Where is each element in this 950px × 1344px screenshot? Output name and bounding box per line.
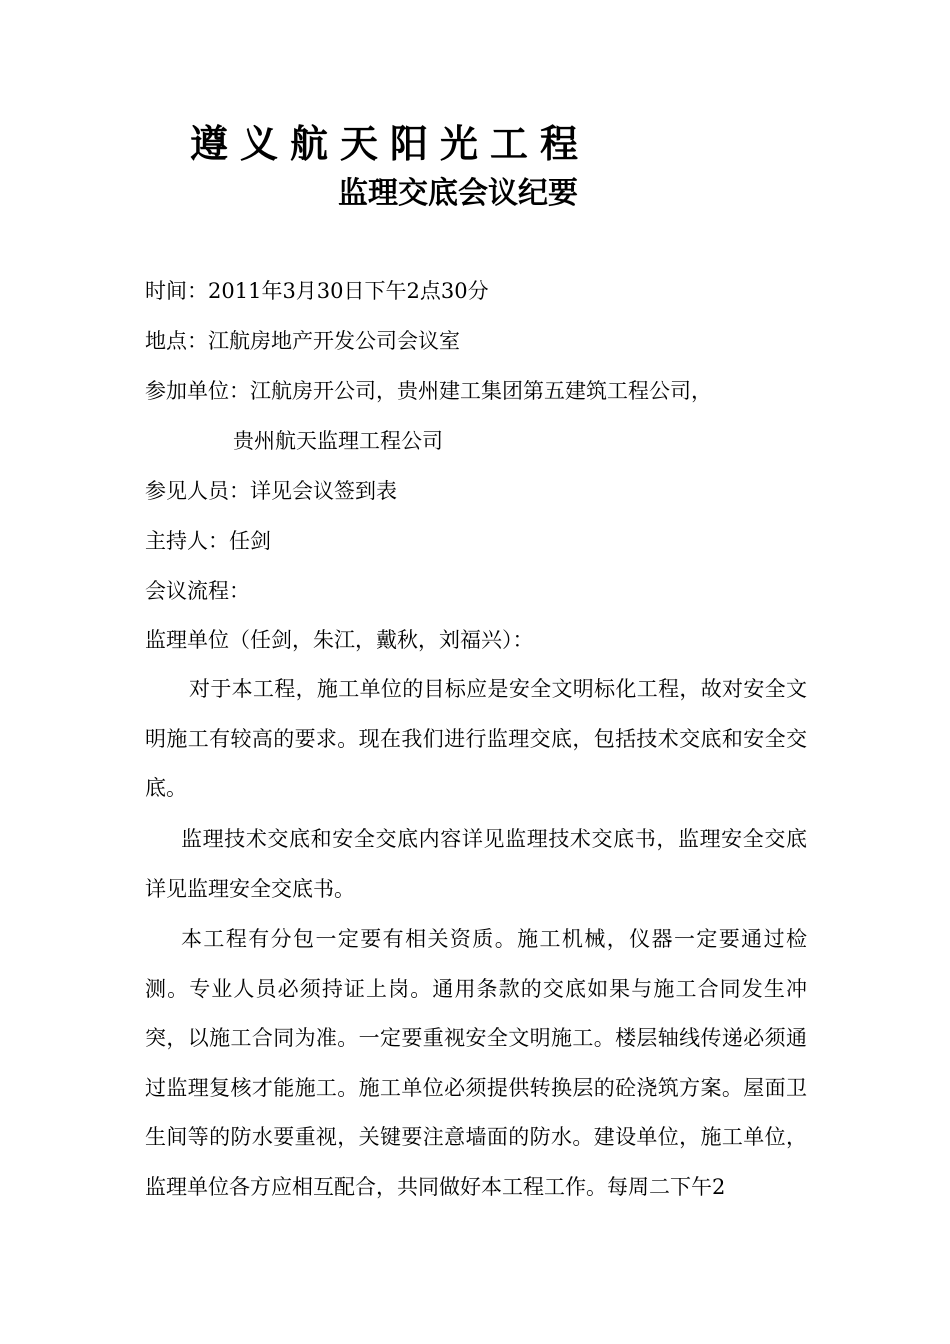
document-subtitle: 监理交底会议纪要 [338,176,578,211]
meeting-place: 地点：江航房地产开发公司会议室 [145,329,460,353]
attendees: 参见人员：详见会议签到表 [145,479,397,503]
paragraph-disclosure-docs: 监理技术交底和安全交底内容详见监理技术交底书，监理安全交底详见监理安全交底书。 [145,827,807,901]
meeting-time: 时间：2011年3月30日下午2点30分 [145,279,489,303]
participating-units: 参加单位：江航房开公司，贵州建工集团第五建筑工程公司， [145,379,712,403]
meeting-process-heading: 会议流程： [145,579,250,603]
document-title: 遵义航天阳光工程 [190,122,591,166]
paragraph-requirements: 本工程有分包一定要有相关资质。施工机械，仪器一定要通过检测。专业人员必须持证上岗。通用条款的交底如果与施工合同发生冲突，以施工合同为准。一定要重视安全文明施工。楼层轴线传递必须通过监理复核才能施工。施工单位必须提供转换层的砼浇筑方案。屋面卫生间等的防水要重视，关键要注意墙面的防水。建设单位，施工单位，监理单位各方应相互配合，共同做好本工程工作。每周二下午2 [145,927,807,1199]
paragraph-safety-goal: 对于本工程，施工单位的目标应是安全文明标化工程，故对安全文明施工有较高的要求。现在我们进行监理交底，包括技术交底和安全交底。 [145,677,807,801]
meeting-host: 主持人：任剑 [145,529,271,553]
participating-units-continued: 贵州航天监理工程公司 [233,429,443,453]
supervisor-unit: 监理单位（任剑，朱江，戴秋，刘福兴）： [145,628,534,652]
